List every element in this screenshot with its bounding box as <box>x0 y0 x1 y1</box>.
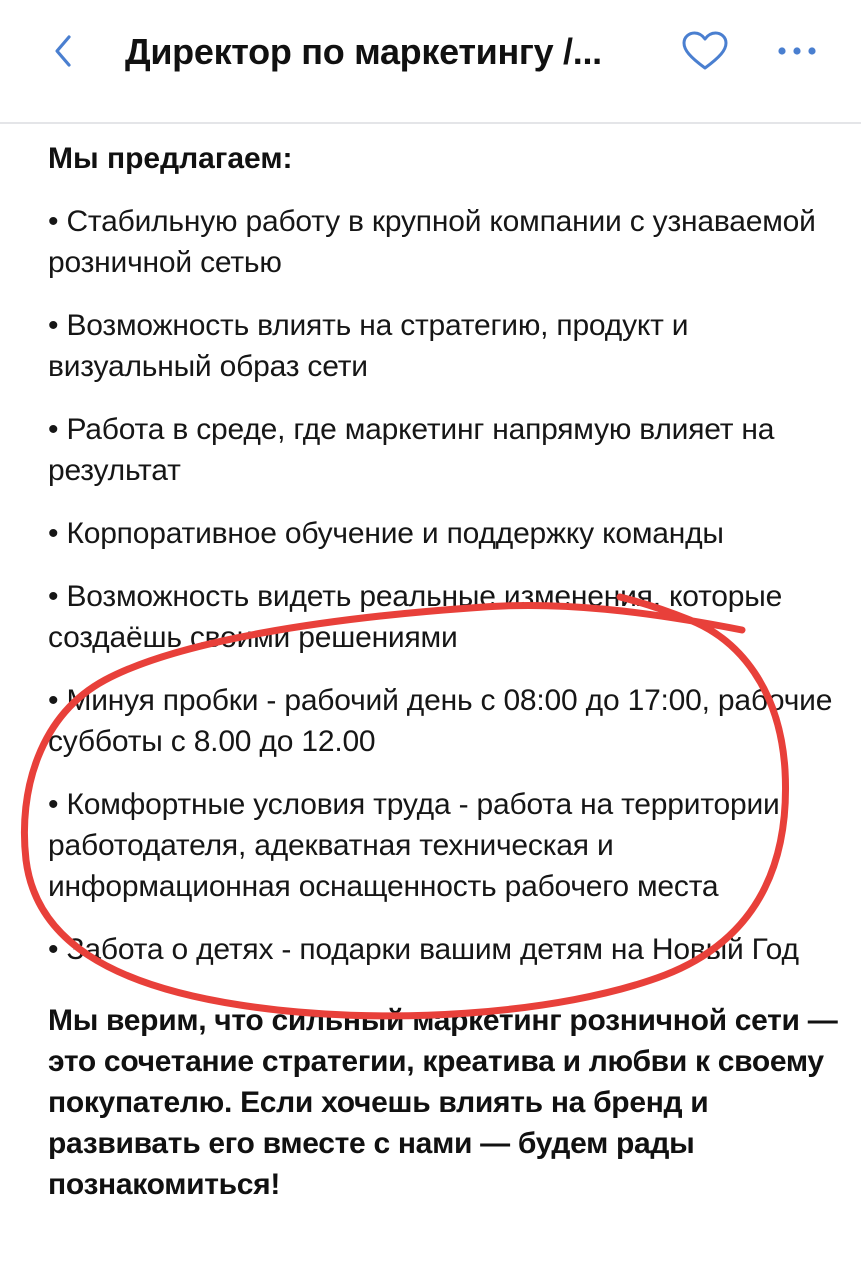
offer-item: • Работа в среде, где маркетинг напрямую влияет на результат <box>48 413 775 487</box>
offer-heading: Мы предлагаем: <box>48 142 293 175</box>
page-title: Директор по маркетингу /... <box>125 31 602 72</box>
vacancy-description <box>48 138 838 1205</box>
offer-item: • Стабильную работу в крупной компании с узнаваемой розничной сетью <box>48 205 816 279</box>
more-options-button[interactable] <box>770 28 824 74</box>
offer-item: • Возможность видеть реальные изменения, которые создаёшь своими решениями <box>48 580 783 654</box>
offer-item: • Возможность влиять на стратегию, продукт и визуальный образ сети <box>48 309 689 383</box>
offer-item: • Минуя пробки - рабочий день с 08:00 до 17:00, рабочие субботы с 8.00 до 12.00 <box>48 684 833 758</box>
more-horizontal-icon <box>775 45 819 57</box>
offer-item: • Корпоративное обучение и поддержку команды <box>48 517 724 550</box>
chevron-left-icon <box>49 31 77 71</box>
offer-item: • Комфортные условия труда - работа на территории работодателя, адекватная техническая и информационная оснащенность рабочего места <box>48 788 780 903</box>
closing-paragraph: Мы верим, что сильный маркетинг розничной сети — это сочетание стратегии, креатива и любви к своему покупателю. Если хочешь влиять на бренд и развивать его вместе с нами — будем рады познакомиться! <box>48 1004 838 1201</box>
back-button[interactable] <box>40 28 86 74</box>
favorite-button[interactable] <box>678 28 732 74</box>
heart-outline-icon <box>680 30 730 72</box>
offer-item: • Забота о детях - подарки вашим детям на Новый Год <box>48 933 799 966</box>
top-nav-bar <box>0 0 861 124</box>
